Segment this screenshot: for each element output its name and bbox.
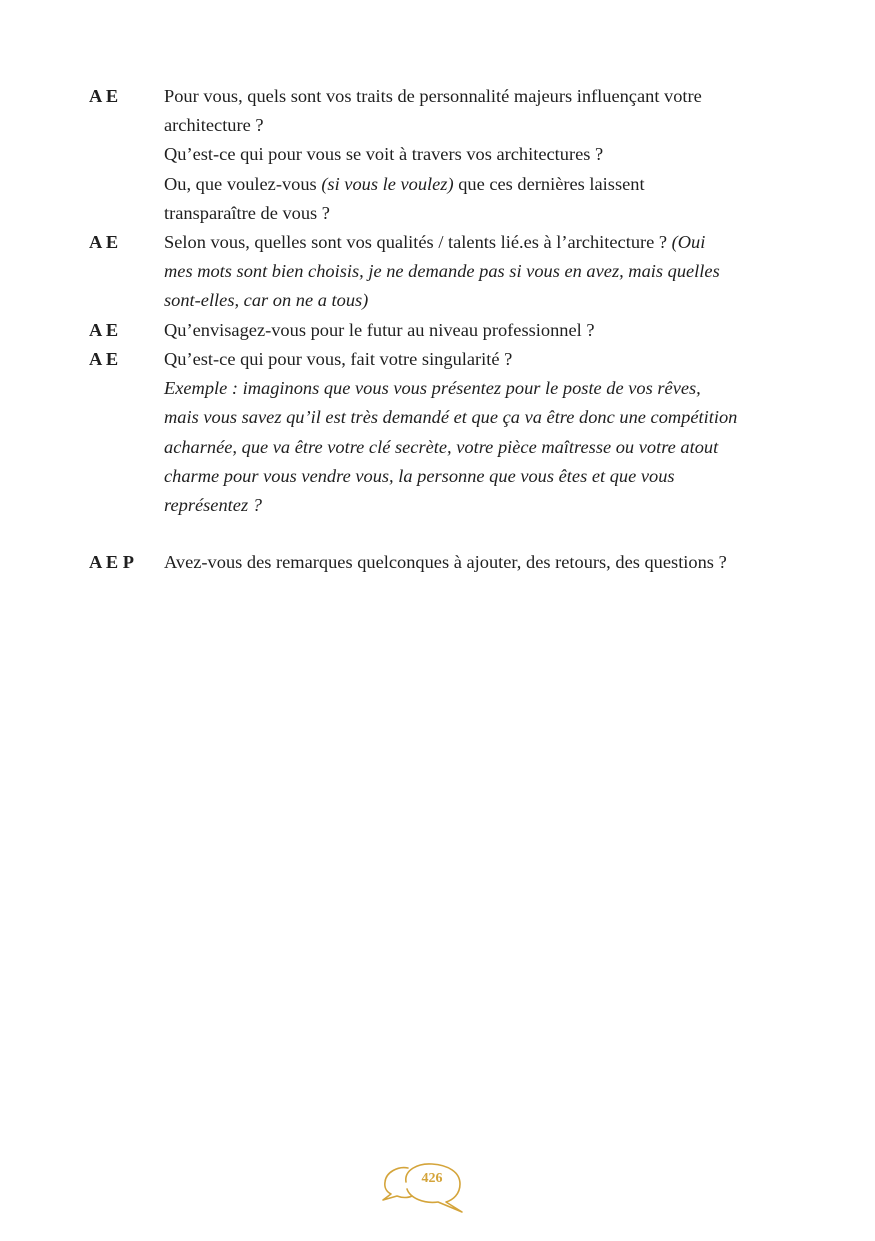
page-number: 426 <box>421 1171 443 1186</box>
text-run: Selon vous, quelles sont vos qualités / talents lié.es à l’architecture ? <box>164 232 672 252</box>
text-line <box>164 286 774 315</box>
text-line <box>164 170 774 199</box>
question-entry <box>89 345 779 520</box>
italic-text: (si vous le voulez) <box>321 173 454 194</box>
text-line <box>164 374 774 403</box>
text-line <box>164 257 774 286</box>
italic-text: acharnée, que va être votre clé secrète, votre pièce maîtresse ou votre atout <box>164 436 719 457</box>
question-text <box>164 82 774 228</box>
italic-text: mes mots sont bien choisis, je ne demande pas si vous en avez, mais quelles <box>164 261 720 282</box>
text-line <box>164 228 774 257</box>
question-entry <box>89 82 779 228</box>
italic-text: représentez ? <box>164 495 262 516</box>
italic-text: sont-elles, car on ne a tous) <box>164 290 369 311</box>
text-line <box>164 345 774 374</box>
text-run: architecture ? <box>164 115 264 136</box>
text-run: que ces dernières laissent <box>453 173 645 194</box>
text-run: Pour vous, quels sont vos traits de personnalité majeurs influençant votre <box>164 86 702 106</box>
speaker-tag: A E <box>89 232 119 252</box>
question-entry <box>89 316 779 345</box>
text-run: Qu’est-ce qui pour vous, fait votre singularité ? <box>164 349 513 369</box>
text-line <box>164 111 774 140</box>
text-line <box>164 82 774 111</box>
text-run: Qu’envisagez-vous pour le futur au niveau professionnel ? <box>164 320 595 340</box>
italic-text: charme pour vous vendre vous, la personne que vous êtes et que vous <box>164 465 675 486</box>
speaker-tag: A E <box>89 86 119 106</box>
question-entry <box>89 548 779 577</box>
question-text <box>164 228 774 316</box>
question-text <box>164 548 774 577</box>
text-line <box>164 199 774 228</box>
italic-text: Exemple : imaginons que vous vous présentez pour le poste de vos rêves, <box>164 378 701 399</box>
speaker-tag: A E P <box>89 552 134 572</box>
text-line <box>164 403 774 432</box>
text-line <box>164 462 774 491</box>
text-line <box>164 316 774 345</box>
question-entry <box>89 228 779 316</box>
text-line <box>164 548 774 577</box>
text-line <box>164 140 774 169</box>
text-run: Qu’est-ce qui pour vous se voit à travers vos architectures ? <box>164 144 604 165</box>
text-run: transparaître de vous ? <box>164 202 330 223</box>
page-footer <box>378 1156 468 1216</box>
text-line <box>164 433 774 462</box>
italic-text: mais vous savez qu’il est très demandé et que ça va être donc une compétition <box>164 407 738 428</box>
speaker-tag: A E <box>89 320 119 340</box>
text-line <box>164 491 774 520</box>
text-run: Avez-vous des remarques quelconques à ajouter, des retours, des questions ? <box>164 552 727 572</box>
question-text <box>164 316 774 345</box>
text-run: Ou, que voulez-vous <box>164 173 322 194</box>
italic-text: (Oui <box>671 232 706 252</box>
question-text <box>164 345 774 520</box>
speaker-tag: A E <box>89 349 119 369</box>
